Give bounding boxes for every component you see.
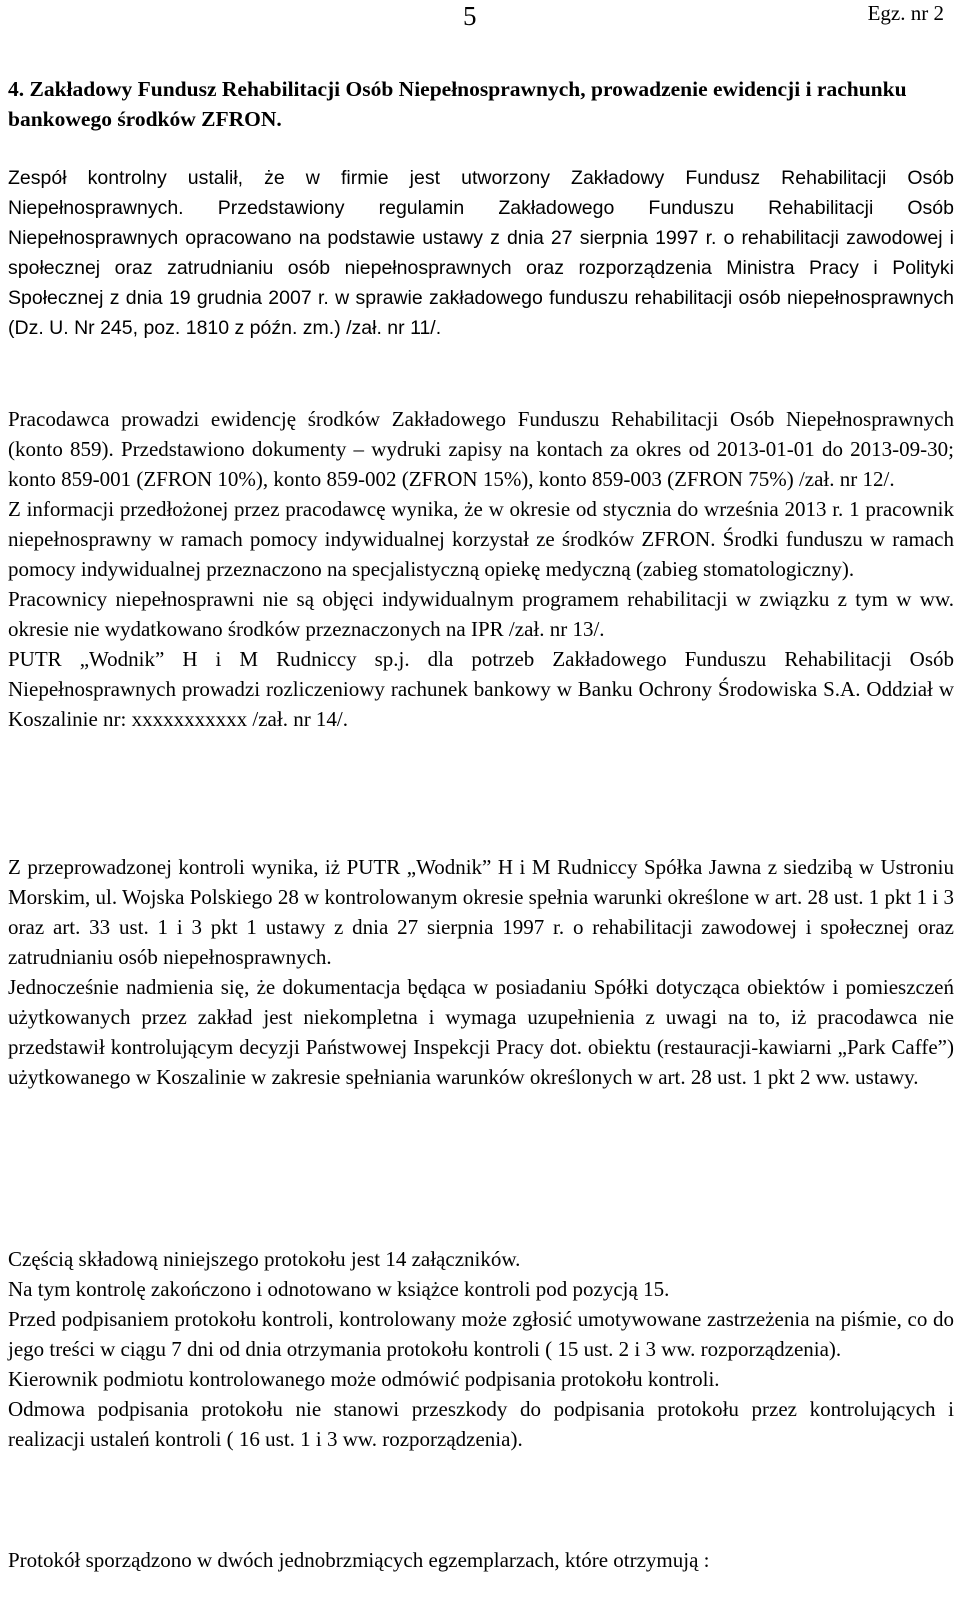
bank-account-paragraph: PUTR „Wodnik” H i M Rudniccy sp.j. dla potrzeb Zakładowego Funduszu Rehabilitacji Osób Niepełnosprawnych prowadzi rozliczeniowy rachunek bankowy w Banku Ochrony Środowiska S.A. Oddział w Koszalinie nr: xxxxxxxxxxx /zał. nr 14/.	[8, 647, 954, 731]
result-paragraph: Z przeprowadzonej kontroli wynika, iż PUTR „Wodnik” H i M Rudniccy Spółka Jawna z siedzibą w Ustroniu Morskim, ul. Wojska Polskiego 28 w kontrolowanym okresie spełnia warunki określone w art. 28 ust. 1 pkt 1 i 3 oraz art. 33 ust. 1 i 3 pkt 1 ustawy z dnia 27 sierpnia 1997 r. o rehabilitacji zawodowej i społecznej oraz zatrudnianiu osób niepełnosprawnych.	[8, 855, 954, 969]
intro-paragraph: Zespół kontrolny ustalił, że w firmie jest utworzony Zakładowy Fundusz Rehabilitacji Osób Niepełnosprawnych. Przedstawiony regulamin Zakładowego Funduszu Rehabilitacji Osób Niepełnosprawnych opracowano na podstawie ustawy z dnia 27 sierpnia 1997 r. o rehabilitacji zawodowej i społecznej oraz zatrudnianiu osób niepełnosprawnych oraz rozporządzenia Ministra Pracy i Polityki Społecznej z dnia 19 grudnia 2007 r. w sprawie zakładowego funduszu rehabilitacji osób niepełnosprawnych (Dz. U. Nr 245, poz. 1810 z późn. zm.) /zał. nr 11/.	[8, 167, 954, 339]
records-paragraph: Pracodawca prowadzi ewidencję środków Zakładowego Funduszu Rehabilitacji Osób Niepełnosprawnych (konto 859). Przedstawiono dokumenty – wydruki zapisy na kontach za okres od 2013-01-01 do 2013-09-30; konto 859-001 (ZFRON 10%), konto 859-002 (ZFRON 15%), konto 859-003 (ZFRON 75%) /zał. nr 12/.	[8, 407, 954, 491]
intro-block	[8, 163, 954, 343]
copies-block	[8, 1545, 954, 1575]
refusal-effect-paragraph: Odmowa podpisania protokołu nie stanowi przeszkody do podpisania protokołu przez kontrolujących i realizacji ustaleń kontroli ( 16 ust. 1 i 3 ww. rozporządzenia).	[8, 1397, 954, 1451]
logbook-paragraph: Na tym kontrolę zakończono i odnotowano w książce kontroli pod pozycją 15.	[8, 1277, 670, 1301]
ewidencja-block	[8, 404, 954, 734]
copies-paragraph: Protokół sporządzono w dwóch jednobrzmiących egzemplarzach, które otrzymują :	[8, 1548, 710, 1572]
page-number: 5	[463, 1, 477, 31]
information-paragraph: Z informacji przedłożonej przez pracodawcę wynika, że w okresie od stycznia do września 2013 r. 1 pracownik niepełnosprawny w ramach pomocy indywidualnej korzystał ze środków ZFRON. Środki funduszu w ramach pomocy indywidualnej przeznaczono na specjalistyczną opiekę medyczną (zabieg stomatologiczny).	[8, 497, 954, 581]
copy-label: Egz. nr 2	[867, 1, 944, 25]
closing-block	[8, 1244, 954, 1454]
ipr-paragraph: Pracownicy niepełnosprawni nie są objęci indywidualnym programem rehabilitacji w związku z tym w ww. okresie nie wydatkowano środków przeznaczonych na IPR /zał. nr 13/.	[8, 587, 954, 641]
note-paragraph: Jednocześnie nadmienia się, że dokumentacja będąca w posiadaniu Spółki dotycząca obiektów i pomieszczeń użytkowanych przez zakład jest niekompletna i wymaga uzupełnienia z uwagi na to, iż pracodawca nie przedstawił kontrolującym decyzji Państwowej Inspekcji Pracy dot. obiektu (restauracji-kawiarni „Park Caffe”) użytkowanego w Koszalinie w zakresie spełniania warunków określonych w art. 28 ust. 1 pkt 2 ww. ustawy.	[8, 975, 954, 1089]
attachments-paragraph: Częścią składową niniejszego protokołu jest 14 załączników.	[8, 1247, 521, 1271]
conclusions-block	[8, 852, 954, 1092]
refusal-paragraph: Kierownik podmiotu kontrolowanego może odmówić podpisania protokołu kontroli.	[8, 1367, 720, 1391]
reservations-paragraph: Przed podpisaniem protokołu kontroli, kontrolowany może zgłosić umotywowane zastrzeżenia na piśmie, co do jego treści w ciągu 7 dni od dnia otrzymania protokołu kontroli ( 15 ust. 2 i 3 ww. rozporządzenia).	[8, 1307, 954, 1361]
section-heading: 4. Zakładowy Fundusz Rehabilitacji Osób Niepełnosprawnych, prowadzenie ewidencji i rachunku bankowego środków ZFRON.	[8, 77, 907, 131]
